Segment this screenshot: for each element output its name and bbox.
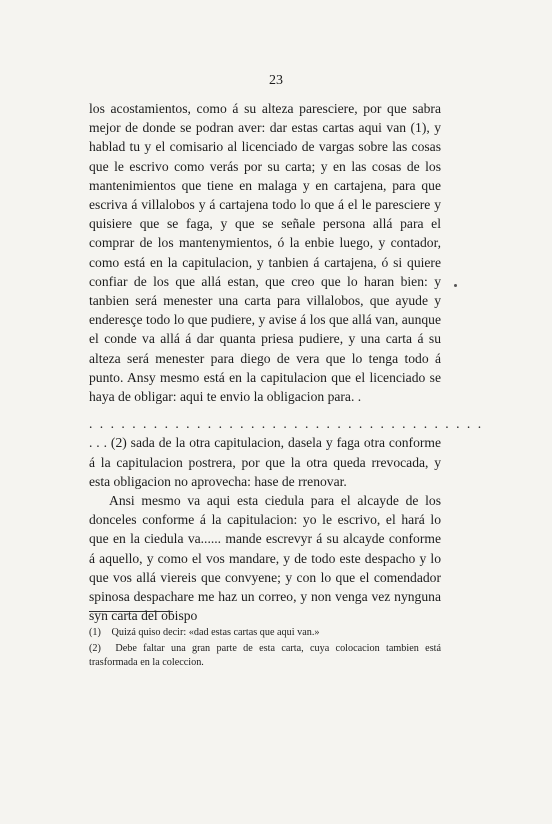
footnote-1-text: Quizá quiso decir: «dad estas cartas que aqui van.»	[111, 627, 320, 638]
ink-speck	[454, 284, 457, 287]
paragraph-1: los acostamientos, como á su alteza paresciere, por que sabra mejor de donde se podran aver: dar estas cartas aqui van (1), y hablad tu y el comisario al licenciado de vargas sobre las cosas que le escrivo como verás por su carta; y en las cosas de los mantenimientos que tiene en malaga y en cartajena, para que escriva á villalobos y á cartajena todo lo que á el le paresciere y quisiere que se faga, y que se señale persona allá para el comprar de los mantenymientos, ó la enbie luego, y contador, como está en la capitulacion, y tanbien á cartajena, ó si quiere confiar de los que allá estan, que creo que lo haran bien: y tanbien será menester una carta para villalobos, que ayude y enderesçe todo lo que pudiere, y avise á los que allá van, aunque el conde va allá á dar quanta priesa pudiere, y una carta á su alteza será menester para diego de vera que lo tenga todo á punto. Ansy mesmo está en la capitulacion que el licenciado se haya de obligar: aqui te envio la obligacion para. .	[89, 101, 441, 405]
footnote-2	[89, 642, 441, 670]
footnotes	[89, 626, 441, 672]
paragraph-3: Ansi mesmo va aqui esta ciedula para el alcayde de los donceles conforme á la capitulacion: yo le escrivo, el hará lo que en la ciedula va...... mande escrevyr á su alcayde conforme á aquello, y como el vos mandare, y de todo este despacho y lo que vos allá viereis que convyene; y con lo que el comendador spinosa despachare me haz un correo, y non venga vez nynguna syn carta del obispo	[89, 493, 441, 624]
footnote-1	[89, 626, 441, 640]
footnote-2-number: (2)	[89, 643, 101, 654]
main-text	[89, 99, 484, 625]
footnote-1-number: (1)	[89, 627, 101, 638]
ellipsis-line: . . . . . . . . . . . . . . . . . . . . . . . . . . . . . . . . . . . . .	[89, 416, 484, 432]
paragraph-gap	[89, 406, 441, 414]
footnote-2-text: Debe faltar una gran parte de esta carta, cuya colocacion tambien está trasformada en la coleccion.	[89, 643, 442, 668]
footnote-divider	[89, 611, 173, 612]
page-number: 23	[269, 73, 283, 88]
paragraph-2: . . . (2) sada de la otra capitulacion, dasela y faga otra conforme á la capitulacion postrera, por que la otra queda rrevocada, y esta obligacion no aprovecha: hase de rrenovar.	[89, 435, 441, 489]
